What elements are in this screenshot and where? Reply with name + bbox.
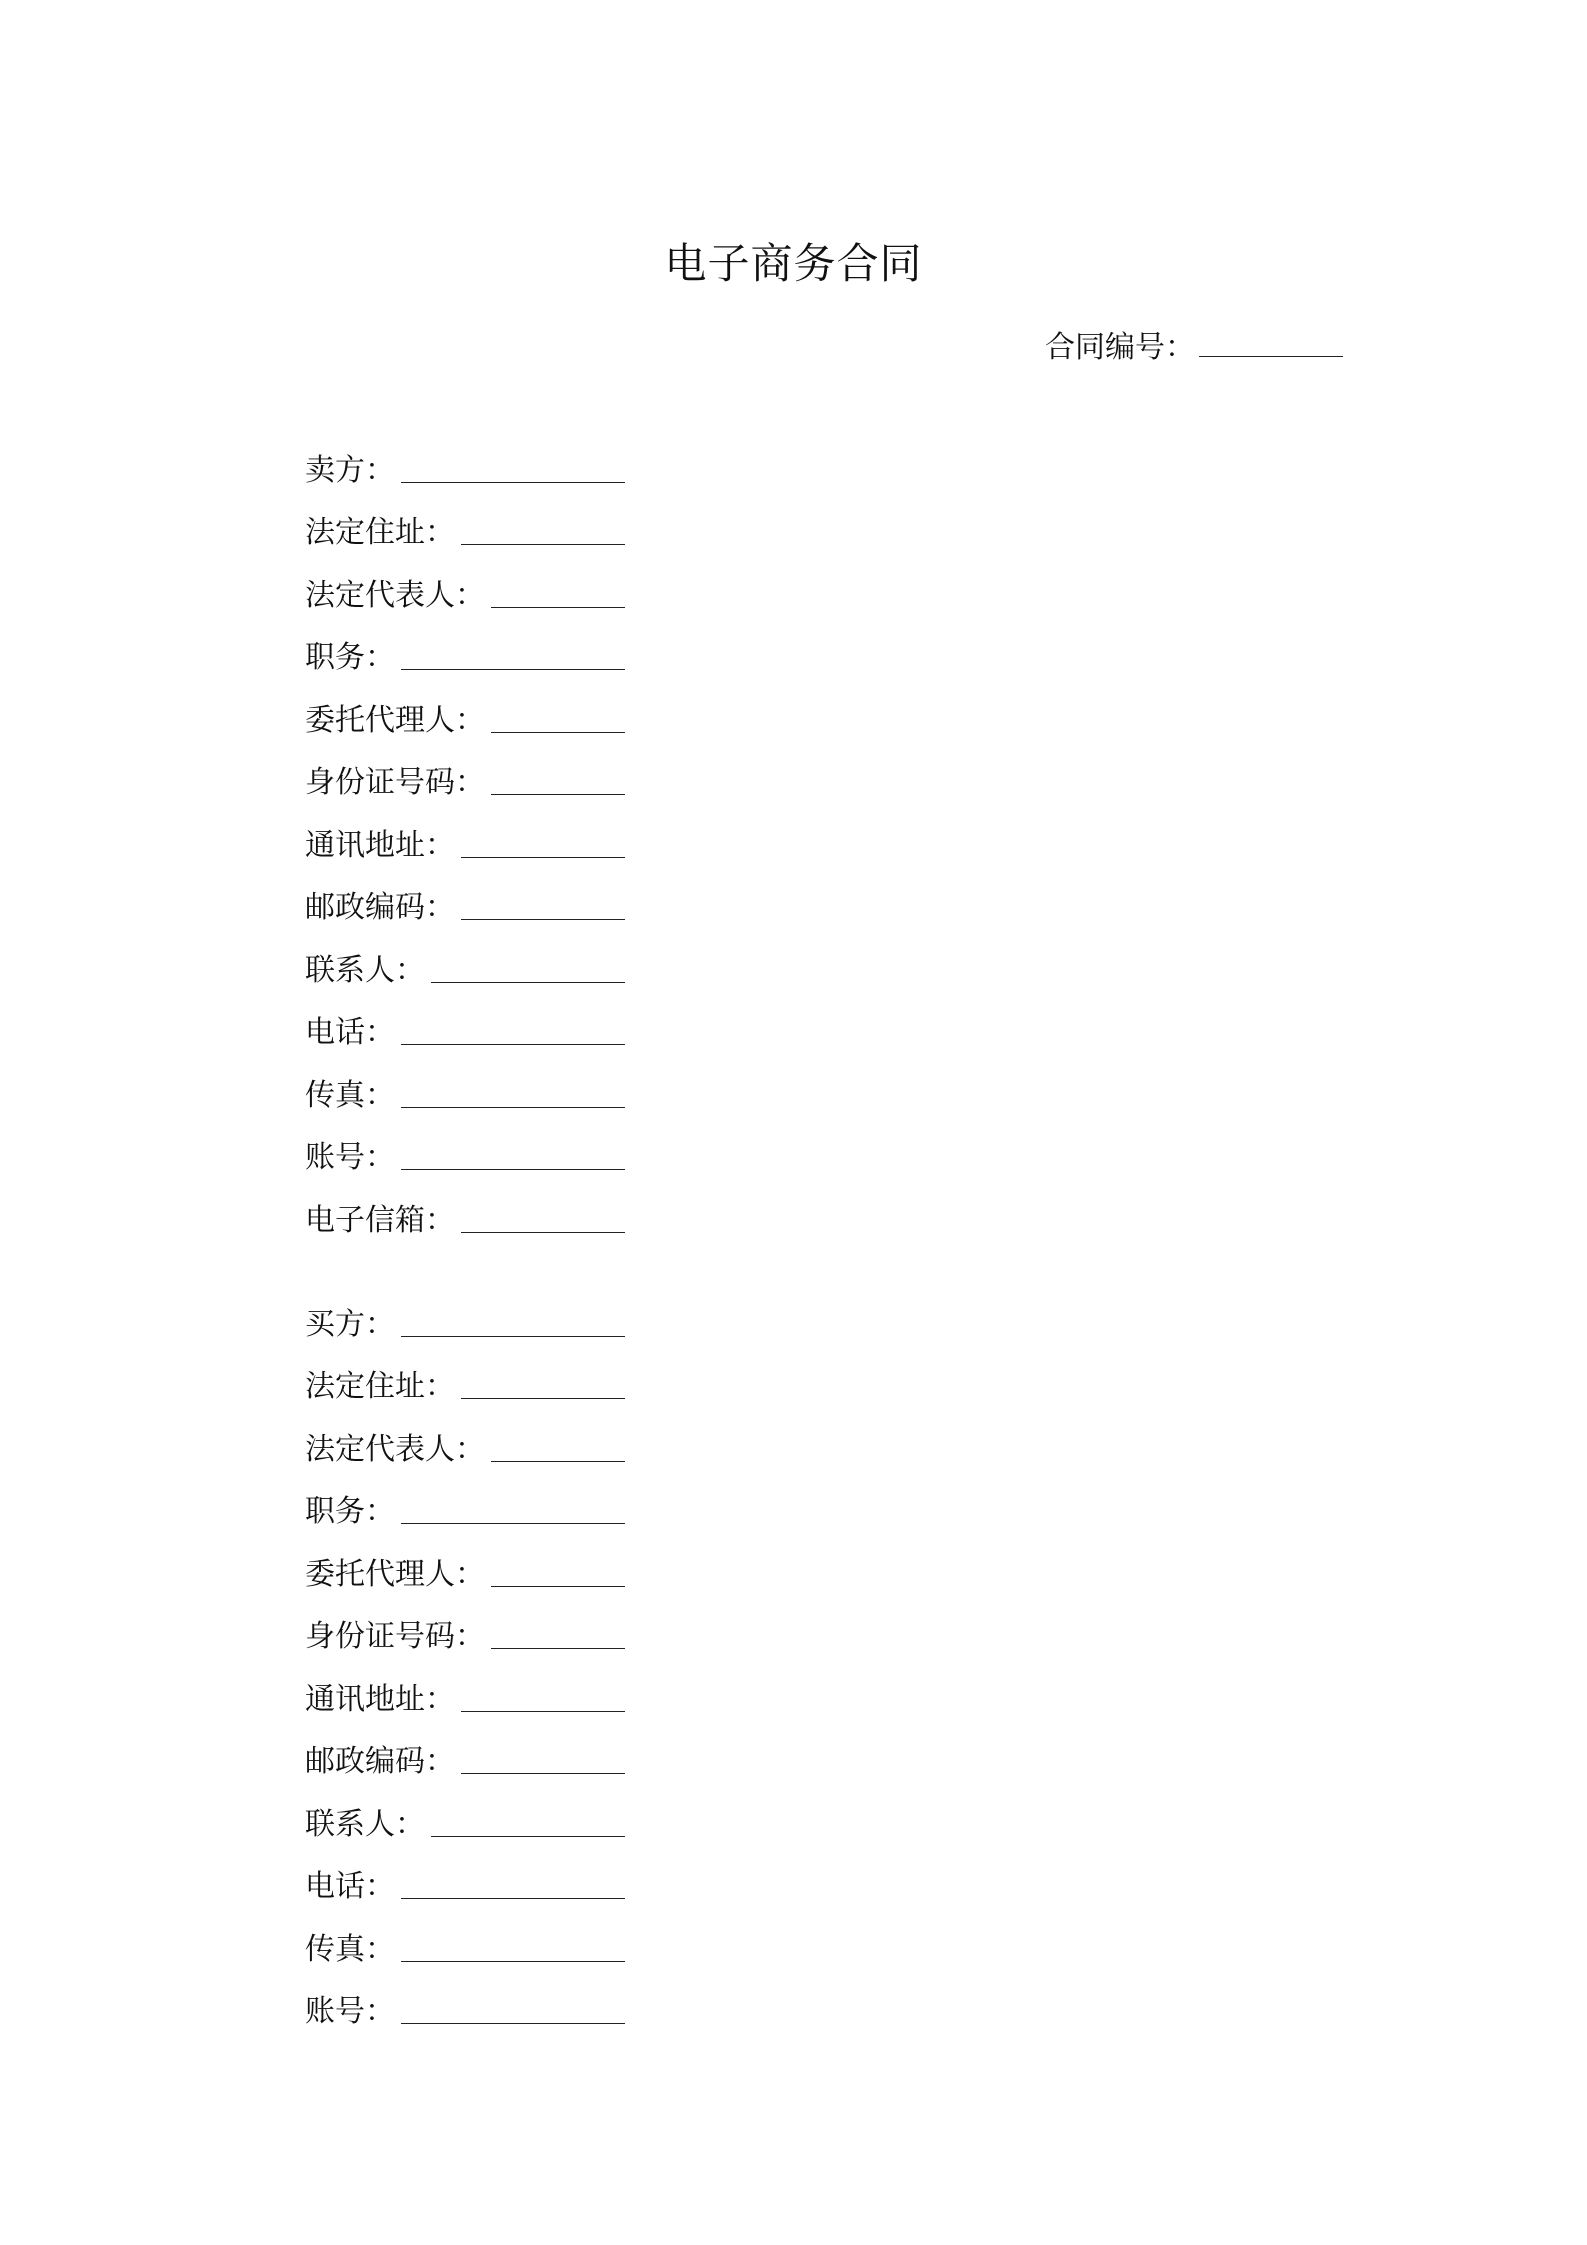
field-label: 法定代表人： [305, 577, 485, 613]
seller-field [305, 741, 625, 804]
buyer-field [305, 1970, 625, 2033]
fill-blank[interactable] [401, 1139, 625, 1170]
field-label: 联系人： [305, 1806, 425, 1842]
buyer-field [305, 1782, 625, 1845]
seller-field [305, 803, 625, 866]
buyer-field [305, 1595, 625, 1658]
field-label: 传真： [305, 1931, 395, 1967]
buyer-section [305, 1282, 625, 2032]
fill-blank[interactable] [431, 952, 625, 983]
fill-blank[interactable] [401, 452, 625, 483]
seller-field [305, 616, 625, 679]
field-label: 账号： [305, 1140, 395, 1175]
fill-blank[interactable] [461, 1368, 625, 1399]
seller-field [305, 1053, 625, 1116]
field-label: 法定住址： [305, 1369, 455, 1404]
fill-blank[interactable] [491, 702, 625, 733]
field-label: 买方： [305, 1306, 395, 1342]
field-label: 邮政编码： [305, 1744, 455, 1779]
fill-blank[interactable] [401, 639, 625, 670]
seller-field [305, 1178, 625, 1241]
fill-blank[interactable] [431, 1806, 625, 1837]
buyer-field [305, 1282, 625, 1345]
field-label: 法定住址： [305, 515, 455, 550]
contract-number-label: 合同编号： [1045, 330, 1195, 365]
fill-blank[interactable] [461, 1202, 625, 1233]
contract-number-row [1045, 326, 1343, 368]
seller-field [305, 428, 625, 491]
fill-blank[interactable] [461, 1681, 625, 1712]
buyer-field [305, 1470, 625, 1533]
contract-number-blank[interactable] [1199, 326, 1343, 357]
field-label: 委托代理人： [305, 702, 485, 738]
fill-blank[interactable] [491, 1618, 625, 1649]
field-label: 卖方： [305, 452, 395, 488]
buyer-field [305, 1407, 625, 1470]
buyer-field [305, 1345, 625, 1408]
fill-blank[interactable] [491, 577, 625, 608]
fill-blank[interactable] [461, 514, 625, 545]
buyer-field [305, 1532, 625, 1595]
seller-field [305, 991, 625, 1054]
fill-blank[interactable] [401, 1014, 625, 1045]
field-label: 身份证号码： [305, 765, 485, 800]
seller-field [305, 491, 625, 554]
seller-field [305, 678, 625, 741]
field-label: 通讯地址： [305, 1681, 455, 1717]
fill-blank[interactable] [401, 1993, 625, 2024]
buyer-field [305, 1845, 625, 1908]
field-label: 联系人： [305, 952, 425, 988]
fill-blank[interactable] [461, 889, 625, 920]
buyer-field [305, 1657, 625, 1720]
fill-blank[interactable] [491, 1556, 625, 1587]
field-label: 通讯地址： [305, 827, 455, 863]
field-label: 电子信箱： [305, 1202, 455, 1238]
buyer-field [305, 1907, 625, 1970]
field-label: 传真： [305, 1077, 395, 1113]
seller-section [305, 428, 625, 1241]
fill-blank[interactable] [401, 1868, 625, 1899]
fill-blank[interactable] [491, 764, 625, 795]
field-label: 电话： [305, 1869, 395, 1904]
field-label: 账号： [305, 1994, 395, 2029]
seller-field [305, 553, 625, 616]
fill-blank[interactable] [401, 1493, 625, 1524]
field-label: 身份证号码： [305, 1619, 485, 1654]
field-label: 职务： [305, 1494, 395, 1529]
fill-blank[interactable] [401, 1077, 625, 1108]
field-label: 职务： [305, 640, 395, 675]
seller-field [305, 866, 625, 929]
fill-blank[interactable] [461, 1743, 625, 1774]
field-label: 法定代表人： [305, 1431, 485, 1467]
fill-blank[interactable] [461, 827, 625, 858]
seller-field [305, 928, 625, 991]
field-label: 电话： [305, 1015, 395, 1050]
fill-blank[interactable] [401, 1306, 625, 1337]
field-label: 邮政编码： [305, 890, 455, 925]
buyer-field [305, 1720, 625, 1783]
document-title: 电子商务合同 [664, 239, 923, 288]
fill-blank[interactable] [401, 1931, 625, 1962]
field-label: 委托代理人： [305, 1556, 485, 1592]
fill-blank[interactable] [491, 1431, 625, 1462]
seller-field [305, 1116, 625, 1179]
